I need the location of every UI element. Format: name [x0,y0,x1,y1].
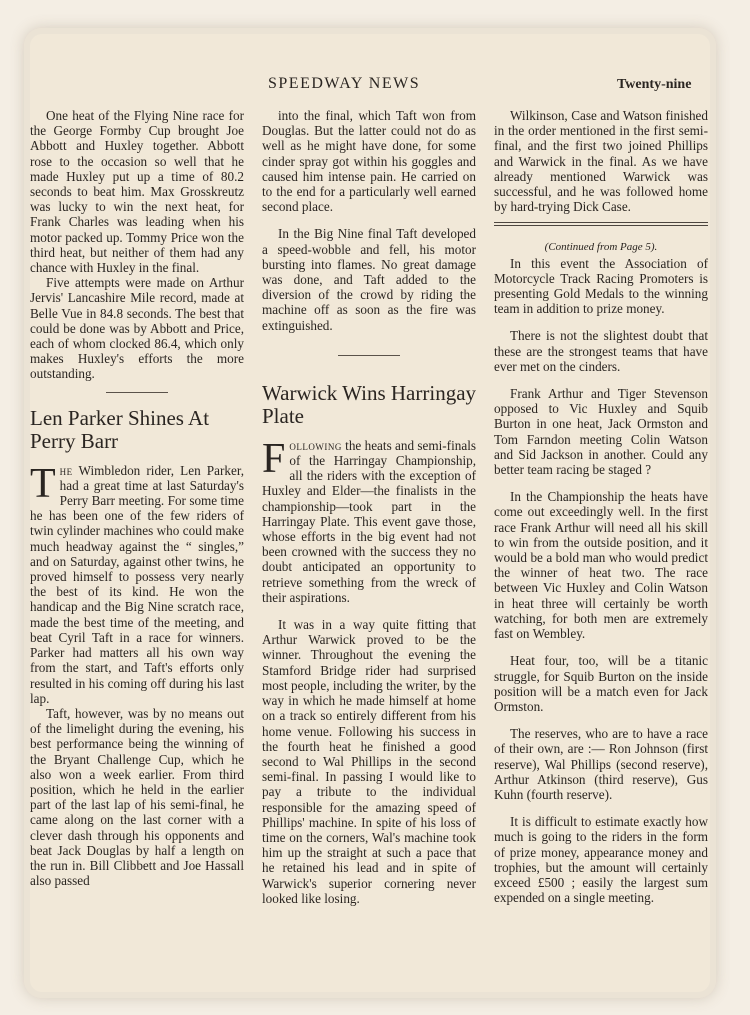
paragraph: Frank Arthur and Tiger Stevenson opposed to Vic Huxley and Squib Burton in one heat, Jack Ormston and Tom Farndon meeting Colin Watson and Sid Jackson in another. Could any better team racing be staged ? [494,386,708,478]
paragraph: Taft, however, was by no means out of the limelight during the evening, his best performance being the winning of the Bryant Challenge Cup, which he also won a week earlier. From third position, which he held in the earlier part of the last lap of his semi-final, he came along on the last corner with a clever dash through his opponents and beat Jack Douglas by half a length on the run in. Bill Clibbett and Joe Hassall also passed [30,705,244,889]
paragraph [30,460,244,706]
spacer [494,802,708,814]
paragraph [262,435,476,605]
column-3 [494,108,708,905]
paragraph-text: Wimbledon rider, Len Parker, had a great time at last Saturday's Perry Barr meeting. For some time he has been one of the few riders of twin cylinder machines who could make much headway against the “ singles,” and on Saturday, against other twins, he proved himself to possess very nearly the best of its kind. He won the handicap and the Big Nine scratch race, made the best time of the meeting, and beat Cyril Taft in a race for winners. Parker had matters all his own way from the start, and Taft's efforts only resulted in his coming off during his last lap. [30,462,244,706]
spacer [494,316,708,328]
spacer [494,477,708,489]
paragraph: One heat of the Flying Nine race for the George Formby Cup brought Joe Abbott and Huxley together. Abbott rose to the occasion so well that he made Huxley put up a time of 80.2 seconds to beat him. Max Grosskreutz was lucky to win the next heat, for Frank Charles was leading when his motor packed up. Tommy Price won the third heat, but neither of them had any chance with Huxley in the final. [30,108,244,276]
double-rule-divider [494,222,708,226]
paragraph: The reserves, who are to have a race of their own, are :— Ron Johnson (first reserve), Wal Phillips (second reserve), Arthur Atkinson (third reserve), Gus Kuhn (fourth reserve). [494,726,708,802]
spacer [494,374,708,386]
paragraph-text: the heats and semi-finals of the Harringay Championship, all the riders with the exception of Huxley and Elder—the finalists in the championship—took part in the Harringay Plate. This event gave those, whose efforts in the big event had not been crowned with the success they no doubt anticipated an opportunity to retrieve something from the wreck of their aspirations. [262,437,476,605]
smallcaps-lead: ollowing [289,437,342,453]
paragraph: In the Big Nine final Taft developed a speed-wobble and fell, his motor bursting into flames. No great damage was done, and Taft added to the diversion of the crowd by riding the machine off as soon as the fire was extinguished. [262,226,476,333]
section-divider [338,355,400,356]
paragraph: Wilkinson, Case and Watson finished in the order mentioned in the first semi-final, and the first two joined Phillips and Warwick in the final. As we have already mentioned Warwick was successful, and he was followed home by hard-trying Dick Case. [494,108,708,215]
paragraph: Five attempts were made on Arthur Jervis' Lancashire Mile record, made at Belle Vue in 84.8 seconds. The best that could be done was by Abbott and Price, each of whom clocked 86.4, which only makes Huxley's efforts the more outstanding. [30,275,244,382]
paragraph: It was in a way quite fitting that Arthur Warwick proved to be the winner. Throughout the evening the Stamford Bridge rider had surprised most people, including the writer, by the way in which he made himself at home on a track so entirely different from his home venue. Following his success in the fourth heat he finished a good second to Wal Phillips in the second semi-final. In passing I would like to pay a tribute to the individual responsible for the amazing speed of Phillips' machine. In spite of his loss of time on the corners, Wal's machine took him up the straight at such a pace that he retained his lead and in spite of Warwick's superior cornering never looked like losing. [262,617,476,906]
drop-cap: F [262,435,286,482]
article-headline: Warwick Wins Harringay Plate [262,380,477,428]
spacer [262,214,476,226]
paragraph: In the Championship the heats have come out exceedingly well. In the first race Frank Arthur will need all his skill to win from the outside position, and it would be a bold man who would predict the winner of heat two. The race between Vic Huxley and Colin Watson in heat three will certainly be worth watching, for both men are extremely fast on Wembley. [494,489,708,642]
publication-title: SPEEDWAY NEWS [268,75,421,92]
paragraph: Heat four, too, will be a titanic struggle, for Squib Burton on the inside position will be a match even for Jack Ormston. [494,653,708,714]
column-1 [30,108,244,888]
spacer [262,605,476,617]
column-2 [262,108,476,906]
page-header [0,75,750,99]
section-divider [106,392,168,393]
page-number-label: Twenty-nine [617,77,692,92]
smallcaps-lead: he [59,462,73,478]
paragraph: There is not the slightest doubt that these are the strongest teams that have ever met on the cinders. [494,328,708,374]
paragraph: into the final, which Taft won from Douglas. But the latter could not do as well as he might have done, for some cinder spray got within his goggles and caused him intense pain. He carried on to the end for a particularly well earned second place. [262,108,476,215]
paragraph: It is difficult to estimate exactly how much is going to the riders in the form of prize money, appearance money and trophies, but the amount will certainly exceed £500 ; easily the largest sum expended on a single meeting. [494,814,708,906]
spacer [494,714,708,726]
spacer [494,641,708,653]
paragraph: In this event the Association of Motorcycle Track Racing Promoters is presenting Gold Medals to the winning team in addition to prize money. [494,255,708,317]
drop-cap: T [30,460,56,507]
continued-note: (Continued from Page 5). [544,241,658,254]
article-headline: Len Parker Shines At Perry Barr [30,405,210,453]
